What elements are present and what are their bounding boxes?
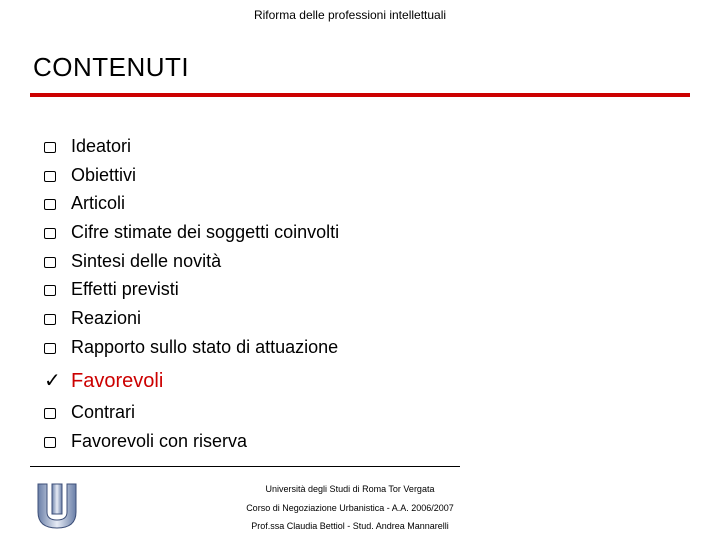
square-checkbox-icon — [44, 142, 56, 153]
square-checkbox-icon — [44, 171, 56, 182]
list-item-label: Articoli — [71, 193, 126, 214]
footer-authors: Prof.ssa Claudia Bettiol - Stud. Andrea Mannarelli — [251, 521, 449, 531]
list-item — [44, 333, 339, 362]
title-underline — [30, 93, 690, 97]
list-item — [44, 398, 247, 427]
list-item-highlight — [44, 366, 163, 396]
list-item-label: Reazioni — [71, 307, 142, 328]
list-item-label: Obiettivi — [71, 164, 137, 185]
square-checkbox-icon — [44, 314, 56, 325]
footer-course: Corso di Negoziazione Urbanistica - A.A. 2006/2007 — [246, 503, 454, 513]
list-item-label: Cifre stimate dei soggetti coinvolti — [71, 221, 340, 242]
list-item — [44, 189, 339, 218]
list-item — [44, 218, 339, 247]
university-logo — [34, 482, 80, 532]
list-item-label: Contrari — [71, 402, 136, 422]
square-checkbox-icon — [44, 437, 56, 448]
list-item — [44, 427, 247, 456]
list-item-label: Favorevoli — [71, 369, 164, 392]
contents-list — [44, 132, 339, 362]
square-checkbox-icon — [44, 228, 56, 239]
square-checkbox-icon — [44, 199, 56, 210]
footer-divider — [30, 466, 460, 467]
list-item-label: Effetti previsti — [71, 279, 179, 300]
list-item-label: Favorevoli con riserva — [71, 431, 248, 451]
square-checkbox-icon — [44, 257, 56, 268]
other-list — [44, 398, 247, 456]
list-item-label: Sintesi delle novità — [71, 250, 222, 271]
header-subtitle: Riforma delle professioni intellettuali — [253, 8, 447, 22]
list-item — [44, 161, 339, 190]
square-checkbox-icon — [44, 343, 56, 354]
list-item-label: Ideatori — [71, 135, 132, 156]
list-item — [44, 132, 339, 161]
list-item — [44, 304, 339, 333]
list-item — [44, 275, 339, 304]
footer-university: Università degli Studi di Roma Tor Vergata — [265, 484, 435, 494]
highlight-list — [44, 366, 163, 396]
page-title: CONTENUTI — [33, 52, 190, 82]
list-item-label: Rapporto sullo stato di attuazione — [71, 336, 339, 357]
square-checkbox-icon — [44, 408, 56, 419]
square-checkbox-icon — [44, 285, 56, 296]
list-item — [44, 247, 339, 276]
checkmark-icon: ✓ — [44, 369, 61, 392]
